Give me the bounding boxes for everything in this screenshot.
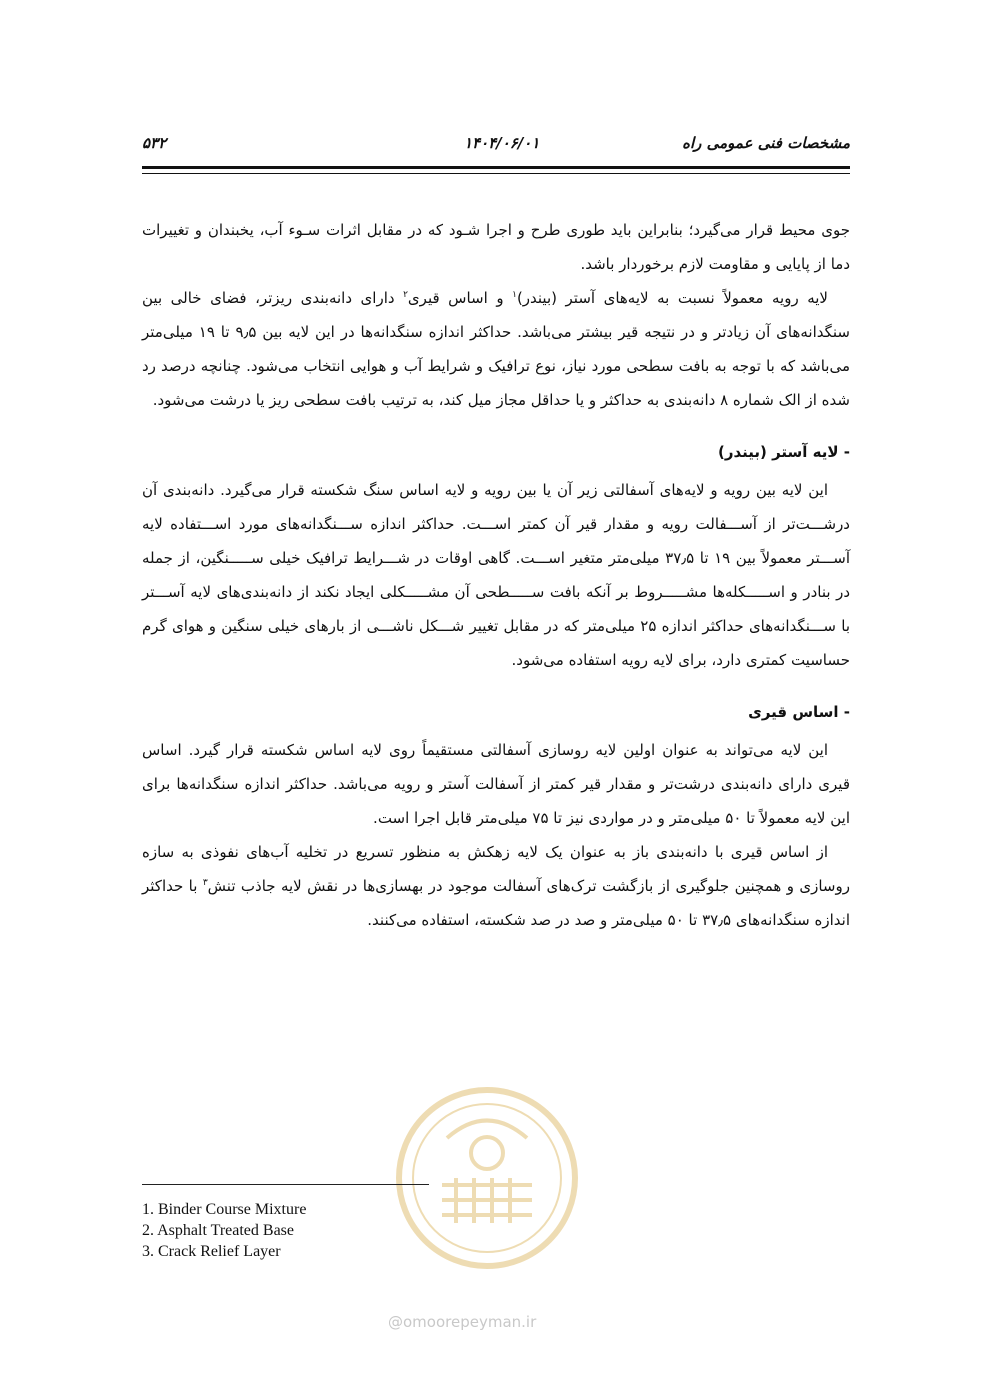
footnote-ref-2: ۲ [403, 290, 408, 300]
footnote-ref-1: ۱ [512, 290, 517, 300]
footnote-2: 2. Asphalt Treated Base [142, 1222, 294, 1239]
footnote-separator [142, 1184, 429, 1185]
paragraph-bituminous-base: این لایه می‌تواند به عنوان اولین لایه روسازی آسفالتی مستقیماً روی لایه اساس شکسته قرار گیرد. اساس قیری دارای دانه‌بندی درشت‌تر و مقدار قیر کمتر از آسفالت آستر و رویه می‌باشد. حداکثر اندازه سنگدانه‌ها برای این لایه معمولاً تا ۵۰ میلی‌متر و در مواردی نیز تا ۷۵ میلی‌متر قابل اجرا است. [142, 741, 850, 827]
paragraph-open-graded-base [142, 835, 850, 937]
header-rule-thick [142, 166, 850, 169]
footnote-3: 3. Crack Relief Layer [142, 1243, 281, 1260]
header-rule-thin [142, 173, 850, 174]
text-run: لایه رویه معمولاً نسبت به لایه‌های آستر (بیندر) [516, 289, 828, 307]
company-seal-logo-icon [392, 1083, 582, 1273]
page-header [142, 130, 850, 156]
text-run: دارای دانه‌بندی ریزتر، فضای خالی بین سنگدانه‌های آن زیادتر و در نتیجه قیر بیشتر می‌باشد. حداکثر اندازه سنگدانه‌ها در این لایه بین ۹٫۵ تا ۱۹ میلی‌متر می‌باشد که با توجه به بافت سطحی مورد نیاز، نوع ترافیک و شرایط آب و هوایی انتخاب می‌شود. چنانچه درصد رد شده از الک شماره ۸ دانه‌بندی به حداکثر و یا حداقل مجاز میل کند، به ترتیب بافت سطحی ریز یا درشت می‌شود. [142, 289, 851, 409]
heading-bituminous-base: - اساس قیری [748, 703, 850, 721]
heading-binder-layer: - لایه آستر (بیندر) [717, 443, 850, 461]
body-text [142, 213, 850, 937]
paragraph-surface-layer [142, 281, 850, 417]
page-number: ۵۳۲ [142, 134, 167, 152]
watermark-url: @omoorepeyman.ir [388, 1313, 537, 1331]
paragraph-binder-layer: این لایه بین رویه و لایه‌های آسفالتی زیر آن یا بین رویه و لایه اساس سنگ شکسته قرار می‌گیرد. دانه‌بندی آن درشـــت‌تر از آســـفالت رویه و مقدار قیر آن کمتر اســـت. حداکثر اندازه ســـنگدانه‌های مورد اســـتفاده لایه آســـتر معمولاً بین ۱۹ تا ۳۷٫۵ میلی‌متر متغیر اســـت. گاهی اوقات در شـــرایط ترافیک خیلی ســـــنگین، از جمله در بنادر و اســـــکله‌ها مشـــــروط بر آنکه بافت ســـــطحی آن مشـــــکلی ایجاد نکند از دانه‌بندی‌های لایه آســـتر با ســـنگدانه‌های حداکثر اندازه ۲۵ میلی‌متر که در مقابل تغییر شـــکل ناشـــی از بارهای خیلی سنگین و هوای گرم حساسیت کمتری دارد، برای لایه رویه استفاده می‌شود. [142, 481, 850, 669]
text-run: و اساس قیری [407, 289, 513, 307]
text-run: از اساس قیری با دانه‌بندی باز به عنوان یک لایه زهکش به منظور تسریع در تخلیه آب‌های نفوذی به سازه روسازی و همچنین جلوگیری از بازگشت ترک‌های آسفالت موجود در بهسازی‌ها در نقش لایه جاذب تنش [142, 843, 850, 895]
footnotes [142, 1199, 306, 1262]
footnote-ref-3: ۳ [202, 878, 208, 888]
text-run: با حداکثر اندازه سنگدانه‌های ۳۷٫۵ تا ۵۰ میلی‌متر و صد در صد شکسته، استفاده می‌کنند. [142, 877, 850, 929]
paragraph-intro: جوی محیط قرار می‌گیرد؛ بنابراین باید طوری طرح و اجرا شـود که در مقابل اثرات سـوء آب، یخبندان و تغییرات دما از پایایی و مقاومت لازم برخوردار باشد. [142, 221, 850, 273]
footnote-1: 1. Binder Course Mixture [142, 1201, 307, 1218]
running-title: مشخصات فنی عمومی راه [682, 134, 850, 152]
header-date: ۱۴۰۴/۰۶/۰۱ [464, 134, 540, 152]
